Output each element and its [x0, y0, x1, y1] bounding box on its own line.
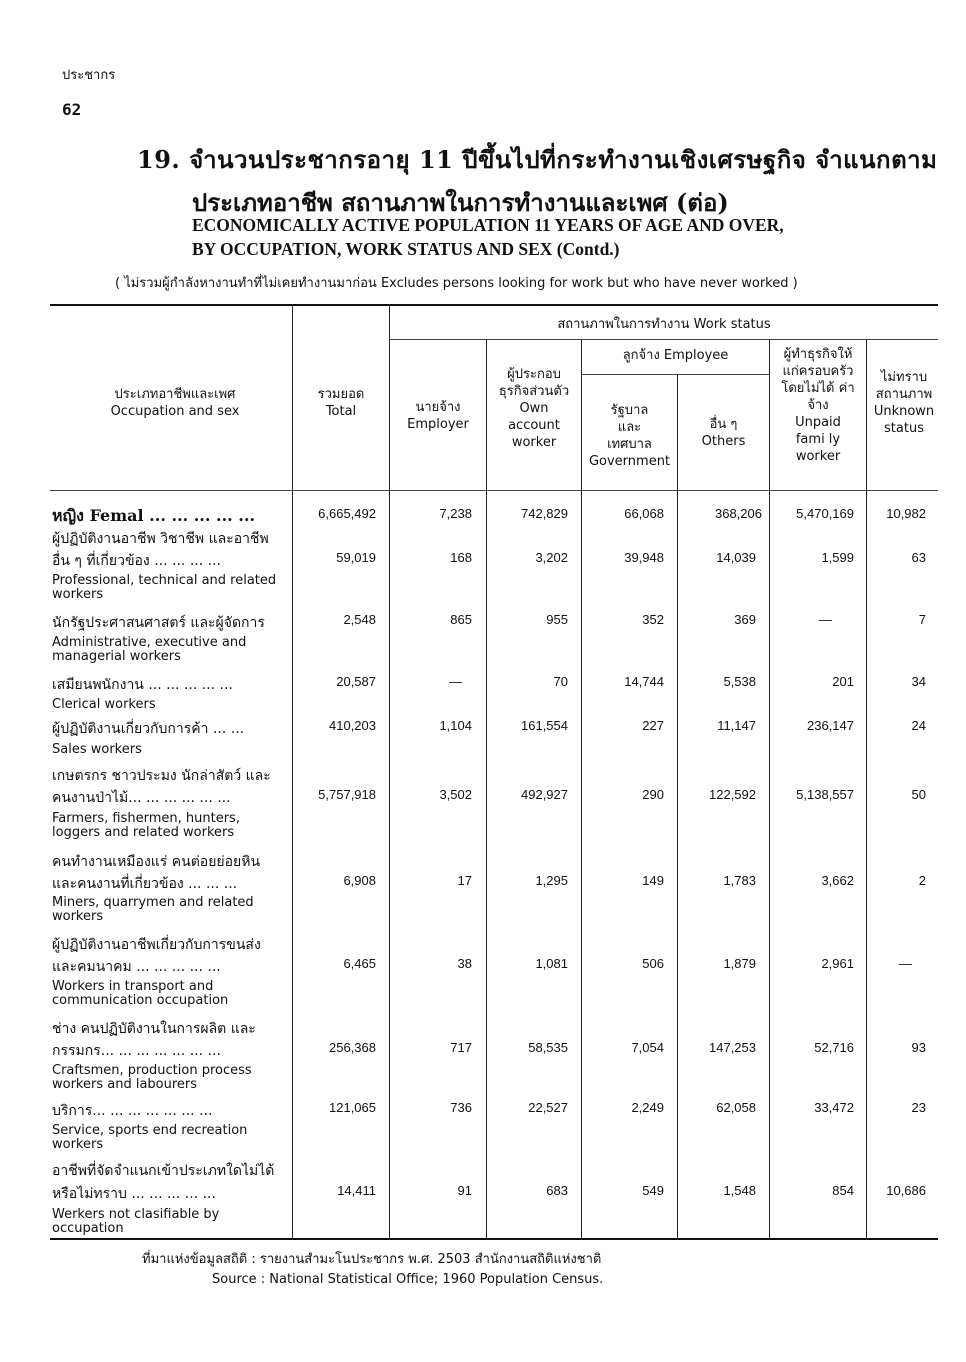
cell-employer: 1,104	[439, 718, 472, 733]
cell-others: 369	[734, 612, 756, 627]
cell-total: 6,908	[343, 873, 376, 888]
row-7-th1: ผู้ปฏิบัติงานอาชีพเกี่ยวกับการขนส่ง	[52, 937, 261, 953]
cell-total: 256,368	[329, 1040, 376, 1055]
cell-total: 20,587	[336, 674, 376, 689]
cell-own: 161,554	[521, 718, 568, 733]
cell-own: 955	[546, 612, 568, 627]
cell-employer: —	[449, 674, 462, 689]
header-total: รวมยอด Total	[317, 387, 365, 419]
cell-gov: 149	[642, 873, 664, 888]
cell-unpaid: 236,147	[807, 718, 854, 733]
cell-gov: 7,054	[631, 1040, 664, 1055]
header-government: รัฐบาลและ เทศบาล Government	[588, 403, 671, 469]
cell-gov: 549	[642, 1183, 664, 1198]
cell-employer: 3,502	[439, 787, 472, 802]
header-unknown-status: ไม่ทราบ สถานภาพ Unknown status	[873, 370, 935, 436]
cell-total: 6,665,492	[318, 506, 376, 521]
col-divider-7	[866, 340, 867, 1238]
table-title-english	[192, 213, 892, 261]
row-7-th2: และคมนาคม ... ... ... ... ...	[52, 959, 221, 975]
cell-unknown: 10,982	[886, 506, 926, 521]
source-thai: ที่มาแห่งข้อมูลสถิติ : รายงานสำมะโนประชากร พ.ศ. 2503 สำนักงานสถิติแห่งชาติ	[142, 1252, 602, 1267]
cell-unpaid: 854	[832, 1183, 854, 1198]
cell-unpaid: 52,716	[814, 1040, 854, 1055]
cell-unpaid: 3,662	[821, 873, 854, 888]
row-1-en: Professional, technical and related workers	[52, 573, 277, 602]
cell-unknown: 10,686	[886, 1183, 926, 1198]
cell-own: 3,202	[535, 550, 568, 565]
cell-unpaid: 5,470,169	[796, 506, 854, 521]
cell-gov: 506	[642, 956, 664, 971]
cell-unknown: 7	[918, 612, 926, 627]
row-1-th2: อื่น ๆ ที่เกี่ยวข้อง ... ... ... ...	[52, 553, 221, 569]
row-2-th2: นักรัฐประศาสนศาสตร์ และผู้จัดการ	[52, 615, 265, 631]
cell-unknown: 23	[911, 1100, 926, 1115]
cell-total: 6,465	[343, 956, 376, 971]
table-title-thai-line2: ประเภทอาชีพ สถานภาพในการทำงานและเพศ (ต่อ)	[192, 188, 729, 217]
cell-employer: 865	[450, 612, 472, 627]
row-5-th1: เกษตรกร ชาวประมง นักล่าสัตว์ และ	[52, 768, 271, 784]
cell-total: 59,019	[336, 550, 376, 565]
header-occupation: ประเภทอาชีพและเพศ Occupation and sex	[110, 387, 240, 419]
table-title-english-line1: ECONOMICALLY ACTIVE POPULATION 11 YEARS OF AGE AND OVER,	[192, 215, 784, 235]
cell-unknown: —	[899, 956, 912, 971]
header-others: อื่น ๆ Others	[701, 417, 746, 449]
cell-others: 1,879	[723, 956, 756, 971]
row-9-th2: บริการ... ... ... ... ... ... ...	[52, 1103, 213, 1119]
cell-own: 1,295	[535, 873, 568, 888]
cell-gov: 14,744	[624, 674, 664, 689]
section-header: ประชากร	[62, 68, 116, 83]
row-6-th2: และคนงานที่เกี่ยวข้อง ... ... ...	[52, 876, 238, 892]
cell-employer: 91	[457, 1183, 472, 1198]
cell-unpaid: 33,472	[814, 1100, 854, 1115]
cell-unpaid: 1,599	[821, 550, 854, 565]
table-note: ( ไม่รวมผู้กำลังหางานทำที่ไม่เคยทำงานมาก่อน Excludes persons looking for work but who have never worked )	[115, 276, 798, 291]
cell-unknown: 34	[911, 674, 926, 689]
row-9-en: Service, sports end recreation workers	[52, 1123, 248, 1152]
cell-employer: 717	[450, 1040, 472, 1055]
header-unpaid-family: ผู้ทำธุรกิจให้ แก่ครอบครัว โดยไม่ได้ ค่าจ้าง Unpaid fami ly worker	[781, 347, 855, 464]
cell-employer: 7,238	[439, 506, 472, 521]
cell-employer: 17	[457, 873, 472, 888]
cell-employer: 168	[450, 550, 472, 565]
row-3-th2: เสมียนพนักงาน ... ... ... ... ...	[52, 677, 233, 693]
cell-own: 22,527	[528, 1100, 568, 1115]
cell-total: 14,411	[337, 1183, 376, 1198]
table-top-rule	[50, 304, 938, 306]
cell-others: 5,538	[723, 674, 756, 689]
cell-others: 1,783	[723, 873, 756, 888]
cell-others: 14,039	[716, 550, 756, 565]
employee-rule	[582, 374, 769, 375]
cell-own: 1,081	[535, 956, 568, 971]
cell-gov: 66,068	[624, 506, 664, 521]
cell-total: 2,548	[343, 612, 376, 627]
cell-total: 410,203	[329, 718, 376, 733]
cell-own: 58,535	[528, 1040, 568, 1055]
female-label: หญิง Femal ... ... ... ... ...	[52, 506, 256, 525]
cell-employer: 736	[450, 1100, 472, 1115]
header-employer: นายจ้าง Employer	[407, 400, 469, 432]
cell-total: 5,757,918	[318, 787, 376, 802]
header-work-status: สถานภาพในการทำงาน Work status	[557, 317, 771, 332]
col-divider-1	[292, 306, 293, 1238]
row-8-en: Craftsmen, production process workers and labourers	[52, 1063, 252, 1092]
header-own-account: ผู้ประกอบ ธุรกิจส่วนตัว Own account worker	[498, 367, 570, 450]
cell-own: 742,829	[521, 506, 568, 521]
row-8-th1: ช่าง คนปฏิบัติงานในการผลิต และ	[52, 1021, 256, 1037]
col-divider-2	[389, 306, 390, 1238]
row-4-en: Sales workers	[52, 742, 142, 757]
col-divider-6	[769, 340, 770, 1238]
col-divider-4	[581, 340, 582, 1238]
row-10-th2: หรือไม่ทราบ ... ... ... ... ...	[52, 1186, 216, 1202]
table-title-english-line2: BY OCCUPATION, WORK STATUS AND SEX (Contd.)	[192, 239, 620, 259]
cell-gov: 352	[642, 612, 664, 627]
row-4-th2: ผู้ปฏิบัติงานเกี่ยวกับการค้า ... ...	[52, 721, 245, 737]
cell-gov: 39,948	[624, 550, 664, 565]
cell-gov: 2,249	[631, 1100, 664, 1115]
row-3-en: Clerical workers	[52, 697, 156, 712]
row-6-th1: คนทำงานเหมืองแร่ คนต่อยย่อยหิน	[52, 854, 261, 870]
cell-others: 1,548	[723, 1183, 756, 1198]
header-bottom-rule	[50, 490, 938, 491]
cell-unknown: 63	[911, 550, 926, 565]
col-divider-3	[486, 340, 487, 1238]
cell-others: 11,147	[717, 718, 756, 733]
cell-employer: 38	[457, 956, 472, 971]
row-10-th1: อาชีพที่จัดจำแนกเข้าประเภทใดไม่ได้	[52, 1163, 275, 1179]
row-2-en: Administrative, executive and managerial workers	[52, 635, 247, 664]
row-1-th1: ผู้ปฏิบัติงานอาชีพ วิชาชีพ และอาชีพ	[52, 531, 269, 547]
cell-own: 492,927	[521, 787, 568, 802]
cell-unknown: 2	[918, 873, 926, 888]
page-number: 62	[62, 100, 82, 119]
row-7-en: Workers in transport and communication occupation	[52, 979, 229, 1008]
cell-own: 70	[553, 674, 568, 689]
table-bottom-rule	[50, 1238, 938, 1240]
cell-unknown: 24	[911, 718, 926, 733]
row-5-th2: คนงานป่าไม้... ... ... ... ... ...	[52, 790, 231, 806]
row-10-en: Werkers not clasifiable by occupation	[52, 1207, 220, 1236]
table-title-thai-line1: 19. จำนวนประชากรอายุ 11 ปีขึ้นไปที่กระทำงานเชิงเศรษฐกิจ จำแนกตาม	[137, 145, 938, 174]
col-divider-5	[677, 374, 678, 1238]
cell-others: 122,592	[709, 787, 756, 802]
cell-others: 368,206	[715, 506, 762, 521]
source-english: Source : National Statistical Office; 1960 Population Census.	[212, 1272, 604, 1287]
cell-others: 62,058	[716, 1100, 756, 1115]
work-status-rule	[390, 339, 938, 340]
cell-unpaid: 5,138,557	[796, 787, 854, 802]
header-employee: ลูกจ้าง Employee	[622, 348, 729, 363]
row-5-en: Farmers, fishermen, hunters, loggers and related workers	[52, 811, 240, 840]
cell-unknown: 50	[911, 787, 926, 802]
cell-others: 147,253	[709, 1040, 756, 1055]
cell-total: 121,065	[329, 1100, 376, 1115]
cell-unpaid: —	[819, 612, 832, 627]
cell-unpaid: 2,961	[821, 956, 854, 971]
cell-unknown: 93	[911, 1040, 926, 1055]
row-8-th2: กรรมกร... ... ... ... ... ... ...	[52, 1043, 221, 1059]
cell-own: 683	[546, 1183, 568, 1198]
row-6-en: Miners, quarrymen and related workers	[52, 895, 254, 924]
cell-gov: 227	[642, 718, 664, 733]
cell-gov: 290	[642, 787, 664, 802]
cell-unpaid: 201	[832, 674, 854, 689]
